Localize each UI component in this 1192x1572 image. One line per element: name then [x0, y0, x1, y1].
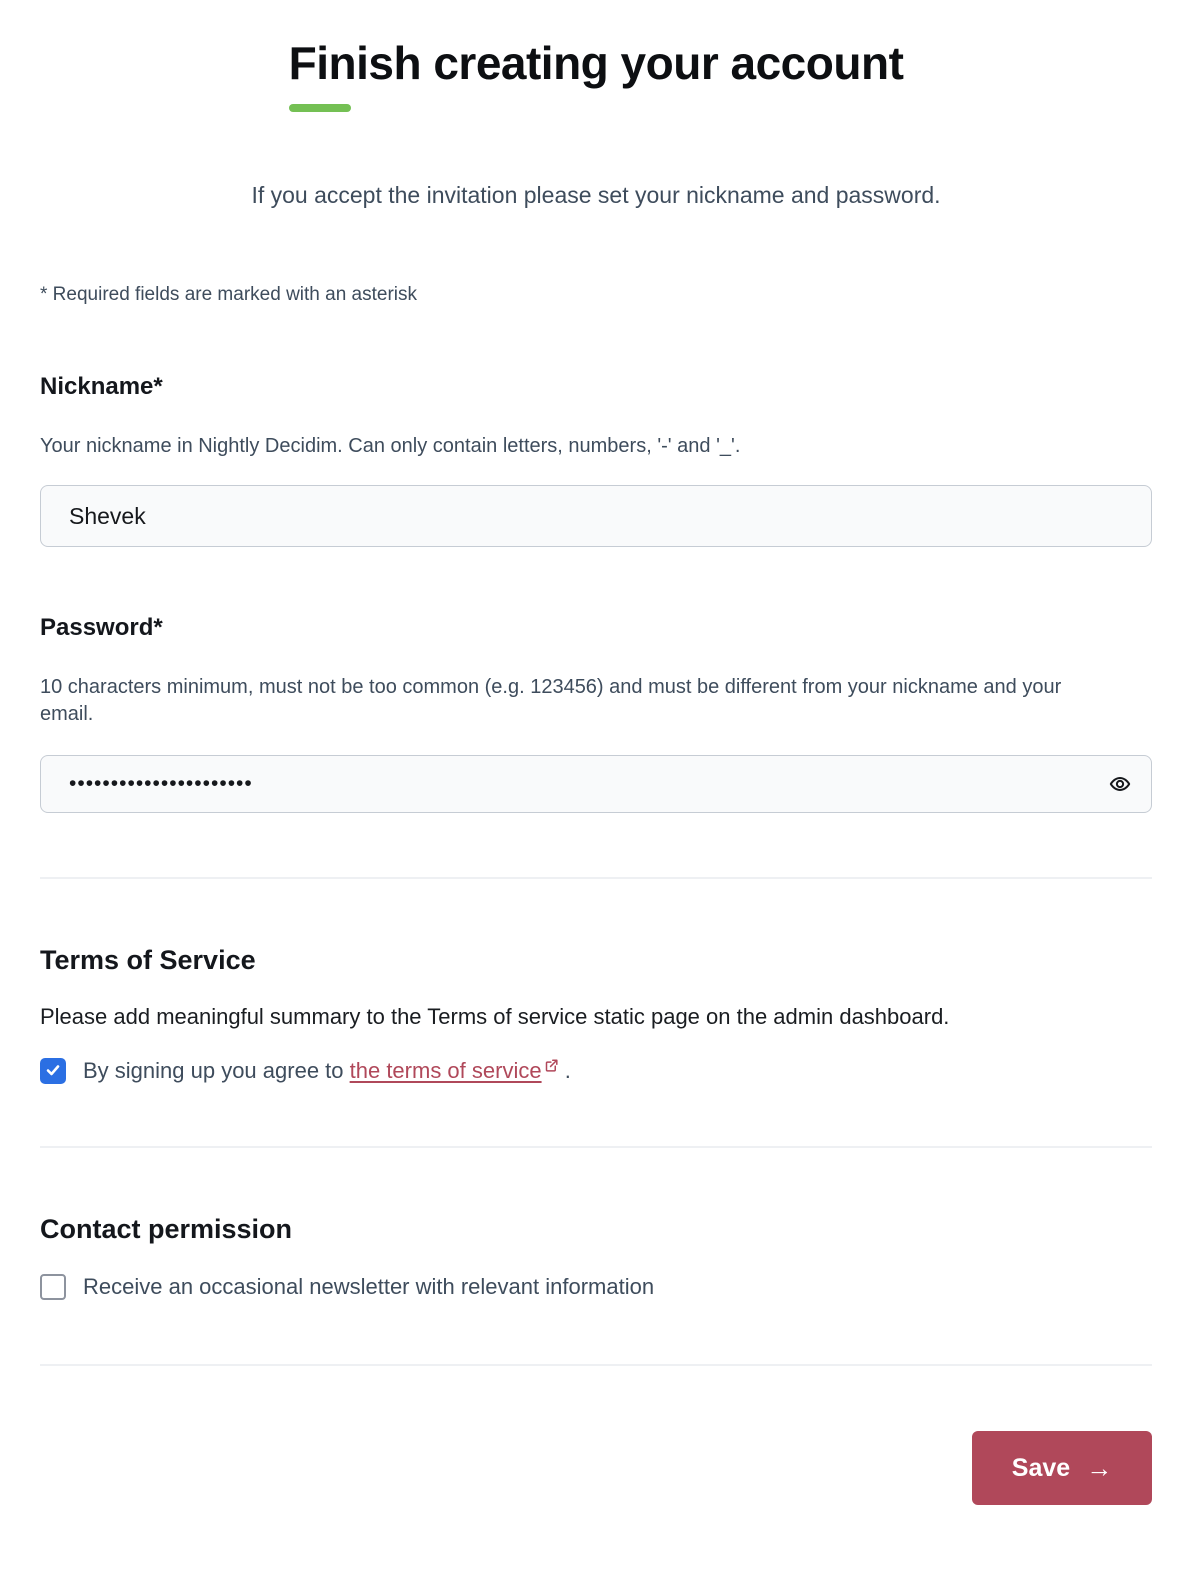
nickname-input[interactable]: [40, 485, 1152, 547]
nickname-help-text: Your nickname in Nightly Decidim. Can only contain letters, numbers, '-' and '_'.: [40, 435, 741, 458]
form-footer: [40, 1431, 1152, 1505]
terms-of-service-heading: Terms of Service: [40, 945, 256, 976]
password-help-text: 10 characters minimum, must not be too common (e.g. 123456) and must be different from your nickname and your email.: [40, 676, 1062, 726]
checkmark-icon: [45, 1058, 61, 1084]
password-label: Password*: [40, 614, 163, 642]
terms-checkbox[interactable]: [40, 1058, 66, 1084]
nickname-label: Nickname*: [40, 373, 163, 401]
contact-permission-heading: Contact permission: [40, 1214, 293, 1245]
title-accent-underline: [289, 104, 351, 112]
section-divider: [40, 1146, 1152, 1148]
password-input[interactable]: [40, 755, 1152, 813]
section-divider: [40, 1364, 1152, 1366]
newsletter-checkbox-label: Receive an occasional newsletter with relevant information: [83, 1274, 655, 1300]
terms-checkbox-label: [83, 1058, 571, 1084]
terms-of-service-link[interactable]: the terms of service: [349, 1058, 542, 1084]
password-field-wrap: [40, 755, 1152, 813]
save-button[interactable]: [972, 1431, 1152, 1505]
arrow-right-icon: →: [1086, 1453, 1113, 1484]
section-divider: [40, 877, 1152, 879]
terms-label-suffix: .: [558, 1058, 571, 1084]
newsletter-checkbox[interactable]: [40, 1274, 66, 1300]
page-title: Finish creating your account: [288, 37, 904, 89]
newsletter-checkbox-row: [40, 1274, 1152, 1300]
toggle-password-visibility-button[interactable]: [1104, 768, 1136, 800]
terms-label-prefix: By signing up you agree to: [83, 1058, 350, 1084]
external-link-icon: [544, 1053, 559, 1079]
required-fields-note: * Required fields are marked with an asterisk: [40, 284, 418, 306]
save-button-label: Save: [1011, 1453, 1071, 1482]
page-header: [40, 36, 1152, 112]
page-subtitle: If you accept the invitation please set your nickname and password.: [251, 182, 941, 209]
eye-icon: [1109, 773, 1131, 795]
terms-summary-text: Please add meaningful summary to the Terms of service static page on the admin dashboard.: [40, 1004, 950, 1030]
terms-checkbox-row: [40, 1058, 1152, 1084]
